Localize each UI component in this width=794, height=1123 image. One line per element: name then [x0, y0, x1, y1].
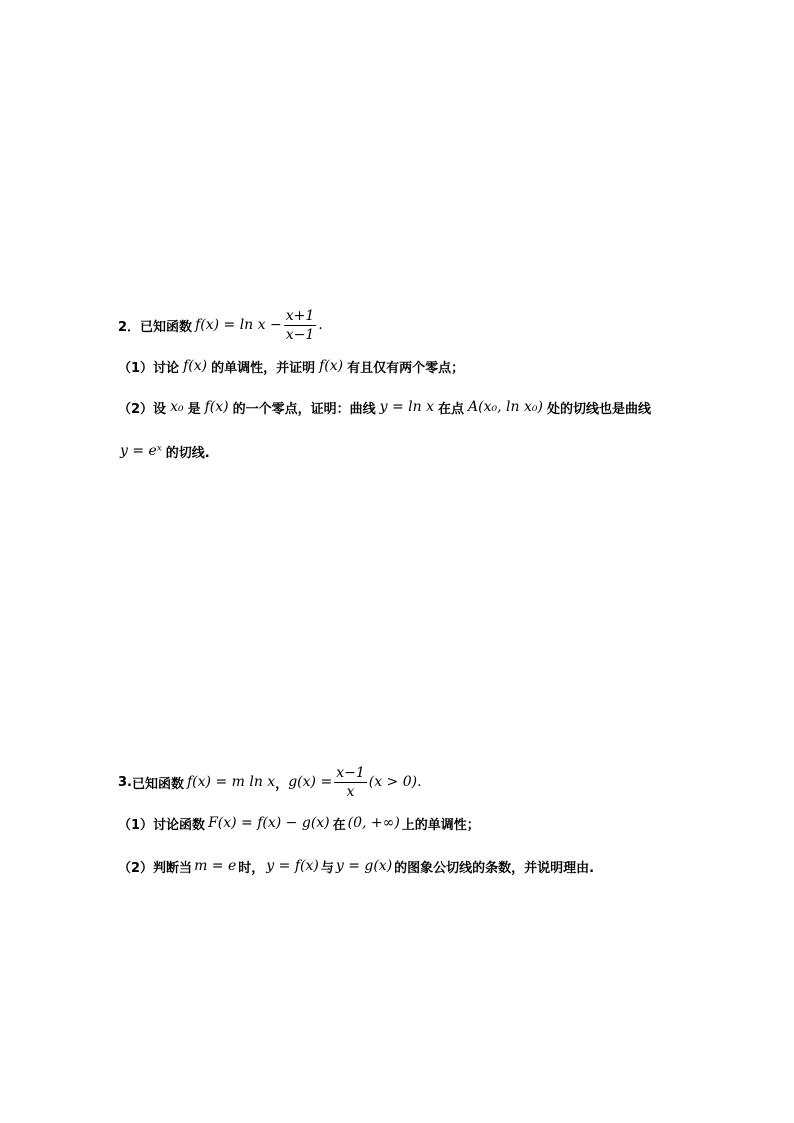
part-label: （1） [118, 817, 154, 833]
part-text: 的一个零点，证明：曲线 [232, 401, 376, 417]
fraction [284, 308, 317, 343]
part-text: 是 [187, 401, 201, 417]
formula: f(x) [183, 358, 208, 374]
formula: y = g(x) [335, 858, 393, 874]
problem3-stem [118, 762, 422, 802]
formula: F(x) = f(x) − g(x) [208, 815, 330, 831]
fraction-denominator: x [346, 783, 355, 800]
formula-g: g(x) = [288, 774, 333, 790]
part-text: 的切线. [165, 445, 210, 461]
problem-number: 2． [118, 319, 141, 335]
part-text: 判断当 [153, 860, 193, 876]
formula: y = eˣ [120, 443, 162, 459]
problem2-part1 [118, 356, 464, 376]
formula: y = ln x [379, 399, 435, 415]
stem-end: . [318, 317, 323, 333]
problem2-part2 [118, 397, 651, 417]
stem-text: 已知函数 [131, 776, 184, 792]
formula-f: f(x) = m ln x [187, 774, 276, 790]
formula-f: f(x) = ln x − [195, 317, 282, 333]
part-text: 讨论 [153, 360, 180, 376]
part-label: （1） [118, 360, 154, 376]
condition: (x > 0) [368, 774, 418, 790]
formula: y = f(x) [266, 858, 319, 874]
problem2-stem [118, 305, 323, 345]
formula: A(x₀, ln x₀) [468, 399, 543, 415]
part-text: 在 [332, 817, 346, 833]
stem-end: . [417, 774, 422, 790]
part-text: 与 [320, 860, 334, 876]
part-text: 处的切线也是曲线 [546, 401, 651, 417]
part-text: 的图象公切线的条数，并说明理由. [394, 860, 595, 876]
problem3-part2 [118, 856, 594, 876]
problem3-part1 [118, 813, 480, 833]
part-text: 的单调性，并证明 [211, 360, 316, 376]
part-text: 讨论函数 [153, 817, 206, 833]
part-label: （2） [118, 860, 154, 876]
fraction [334, 765, 367, 800]
part-text: 时， [238, 860, 265, 876]
stem-text: ， [275, 776, 289, 792]
part-text: 在点 [438, 401, 465, 417]
fraction-numerator: x−1 [336, 764, 365, 781]
stem-text: 已知函数 [140, 319, 193, 335]
fraction-numerator: x+1 [285, 307, 315, 324]
formula: x₀ [170, 399, 184, 415]
fraction-denominator: x−1 [285, 326, 315, 343]
formula: f(x) [204, 399, 229, 415]
formula: f(x) [319, 358, 344, 374]
part-text: 有且仅有两个零点； [347, 360, 465, 376]
formula: (0, +∞) [347, 815, 400, 831]
part-text: 上的单调性； [401, 817, 480, 833]
problem2-part2-cont [120, 441, 210, 461]
part-text: 设 [153, 401, 167, 417]
part-label: （2） [118, 401, 154, 417]
problem-number: 3. [118, 774, 132, 790]
formula: m = e [194, 858, 237, 874]
